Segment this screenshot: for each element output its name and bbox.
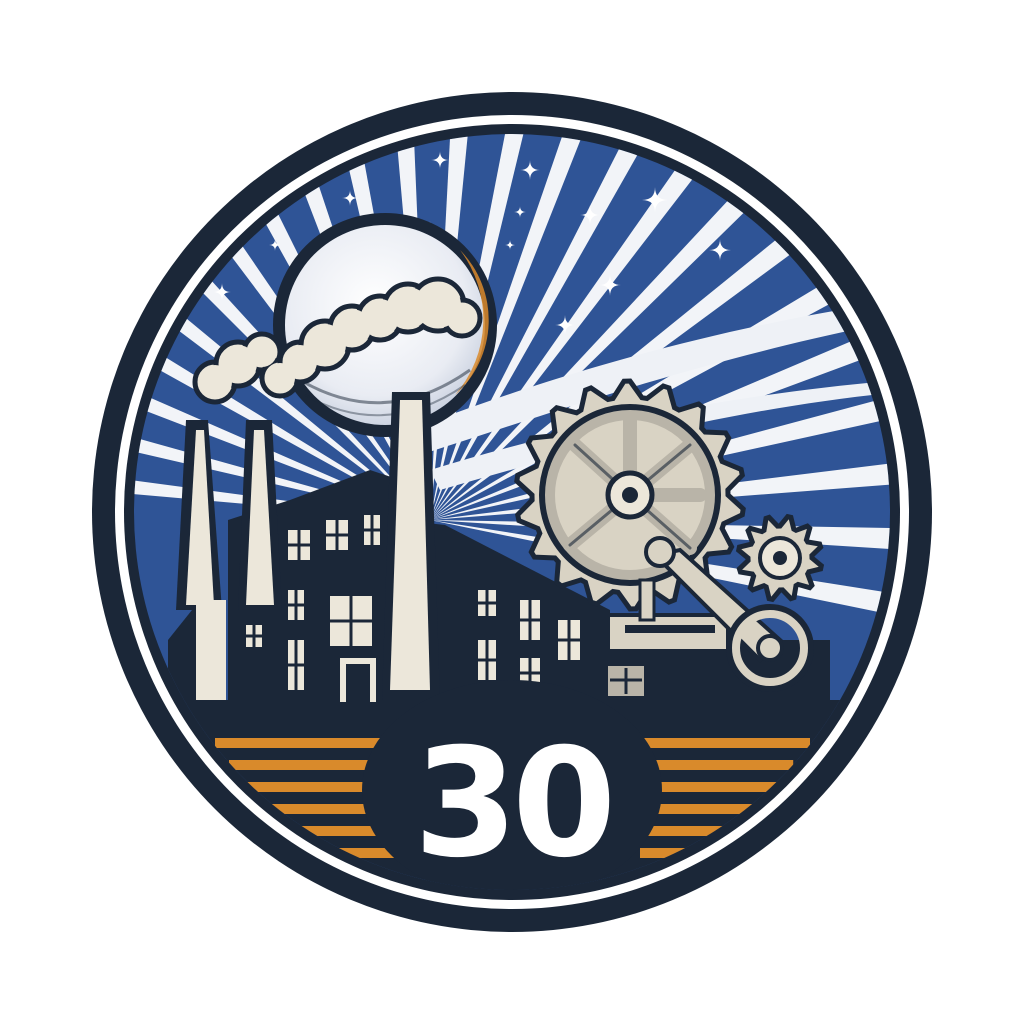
stripe-right	[640, 738, 810, 748]
gear-axle	[773, 551, 787, 565]
stripe-right	[640, 760, 793, 770]
stripe-left	[215, 738, 385, 748]
anniversary-number: 30	[413, 717, 611, 891]
small-gear-icon	[739, 517, 822, 600]
